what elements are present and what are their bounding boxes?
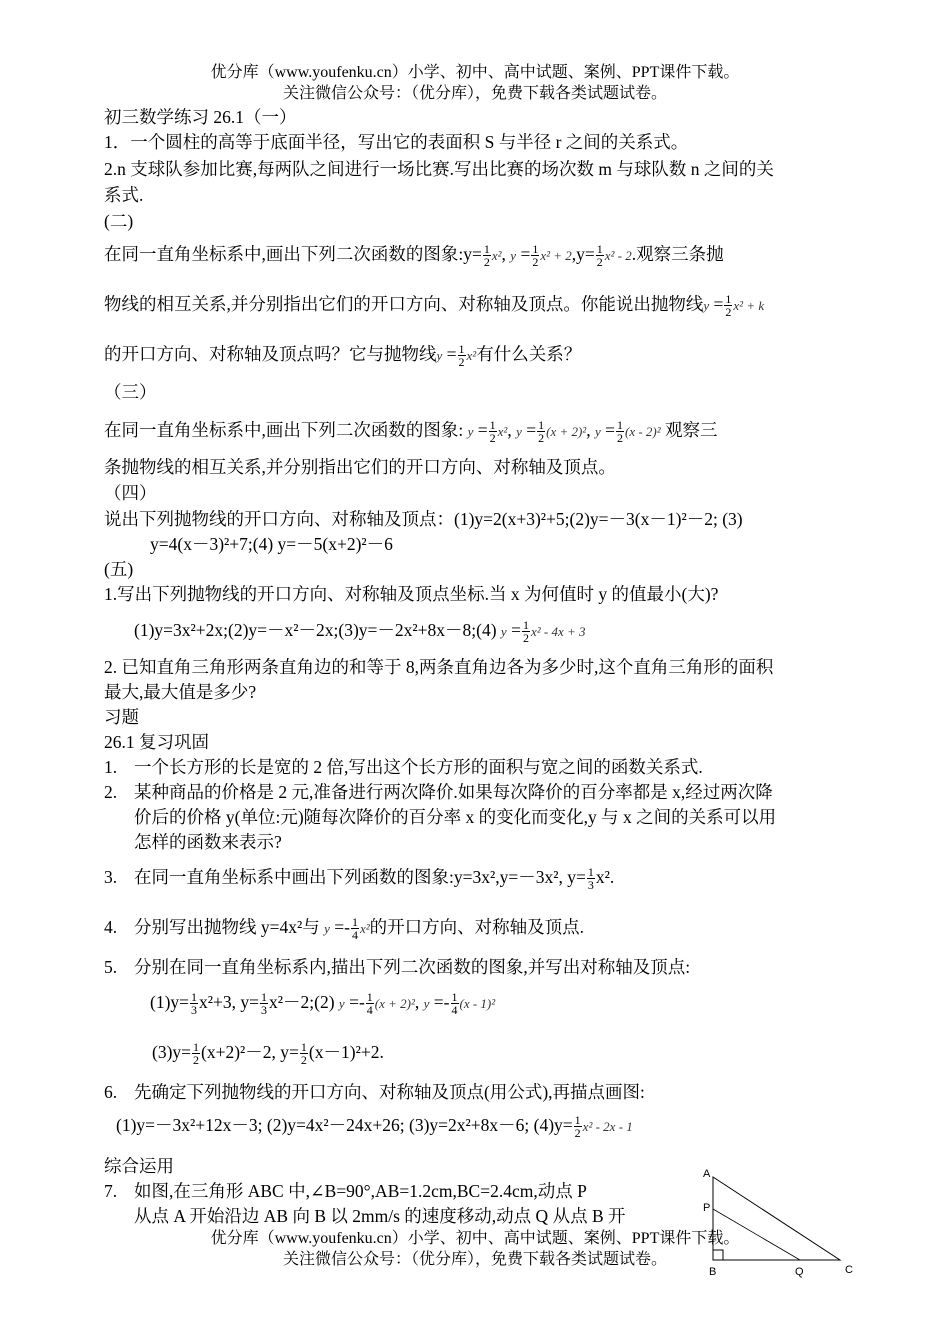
part5-title: (五) (104, 559, 134, 579)
part2-line2: 物线的相互关系,并分别指出它们的开口方向、对称轴及顶点。你能说出抛物线y = $\frac{1}{2}$ x² + k (104, 292, 765, 320)
part5-q1: 1.写出下列抛物线的开口方向、对称轴及顶点坐标.当 x 为何值时 y 的值最小(大)? (104, 584, 719, 604)
exercise-2-line1: 2. 某种商品的价格是 2 元,准备进行两次降价.如果每次降价的百分率都是 x,经过两次降 (104, 782, 773, 802)
exercise-5-row2: (3)y= $\frac{1}{2}$ (x+2)²－2, y= $\frac{1}{2}$ (x－1)²+2. (152, 1040, 384, 1068)
exercise-6-items: (1)y=－3x²+12x－3; (2)y=4x²－24x+26; (3)y=2x²+8x－6; (4)y= $\frac{1}{2}$ x² - 2x - 1 (116, 1113, 633, 1141)
footer-line-2: 关注微信公众号：（优分库），免费下载各类试题试卷。 (282, 1251, 667, 1268)
part2-title: (二) (104, 211, 134, 231)
part3-title: （三） (104, 382, 157, 402)
part5-q2-line2: 最大,最大值是多少? (104, 682, 257, 702)
exercise-5-row1: (1)y= $\frac{1}{3}$ x²+3, y= $\frac{1}{3}$ x²－2;(2) y =- $\frac{1}{4}$ (x + 2)², y =- $\frac{1}{4}$ (x - 1)² (150, 990, 496, 1018)
segment-pq (713, 1209, 800, 1260)
exercise-6: 6. 先确定下列抛物线的开口方向、对称轴及顶点(用公式),再描点画图: (104, 1082, 645, 1102)
part4-title: （四） (104, 483, 157, 503)
header-line-1: 优分库（www.youfenku.cn）小学、初中、高中试题、案例、PPT课件下载。 (210, 64, 740, 81)
exercise-title: 初三数学练习 26.1（一） (104, 107, 297, 127)
exercise-1: 1. 一个长方形的长是宽的 2 倍,写出这个长方形的面积与宽之间的函数关系式. (104, 757, 703, 777)
label-p: P (703, 1202, 711, 1214)
label-q: Q (795, 1266, 804, 1278)
triangle-abc-figure (700, 1165, 860, 1280)
exercise-3: 3. 在同一直角坐标系中画出下列函数的图象:y=3x²,y=－3x², y= $\frac{1}{3}$ x². (104, 865, 615, 893)
exercises-title: 习题 (104, 707, 139, 727)
part5-q1-items: (1)y=3x²+2x;(2)y=－x²－2x;(3)y=－2x²+8x－8;(4) y = $\frac{1}{2}$ x² - 4x + 3 (134, 618, 586, 646)
part4-line2: y=4(x－3)²+7;(4) y=－5(x+2)²－6 (150, 534, 393, 554)
exercises-section: 26.1 复习巩固 (104, 732, 209, 752)
exercise-4: 4. 分别写出抛物线 y=4x²与 y =- $\frac{1}{4}$ x²的开口方向、对称轴及顶点. (104, 915, 585, 943)
part1-q2-line2: 系式. (104, 185, 144, 205)
triangle-outline (713, 1177, 840, 1260)
exercise-7-line1: 7. 如图,在三角形 ABC 中,∠B=90°,AB=1.2cm,BC=2.4cm,动点 P (104, 1181, 587, 1201)
part4-line1: 说出下列抛物线的开口方向、对称轴及顶点：(1)y=2(x+3)²+5;(2)y=－3(x－1)²－2; (3) (104, 509, 743, 529)
part3-line1: 在同一直角坐标系中,画出下列二次函数的图象: y = $\frac{1}{2}$ x², y = $\frac{1}{2}$ (x + 2)², y = $\frac{1}{2}$ (x - 2)² 观察三 (104, 418, 718, 446)
part5-q2-line1: 2. 已知直角三角形两条直角边的和等于 8,两条直角边各为多少时,这个直角三角形的面积 (104, 657, 774, 677)
exercise-7-line2: 从点 A 开始沿边 AB 向 B 以 2mm/s 的速度移动,动点 Q 从点 B 开 (134, 1206, 626, 1226)
part1-q1: 1．一个圆柱的高等于底面半径，写出它的表面积 S 与半径 r 之间的关系式。 (104, 132, 689, 152)
header-line-2: 关注微信公众号：（优分库），免费下载各类试题试卷。 (282, 85, 667, 102)
exercise-2-line3: 怎样的函数来表示? (134, 832, 282, 852)
part1-q2-line1: 2.n 支球队参加比赛,每两队之间进行一场比赛.写出比赛的场次数 m 与球队数 n 之间的关 (104, 159, 774, 179)
exercise-2-line2: 价后的价格 y(单位:元)随每次降价的百分率 x 的变化而变化,y 与 x 之间的关系可以用 (134, 807, 777, 827)
label-c: C (845, 1264, 853, 1276)
part3-line2: 条抛物线的相互关系,并分别指出它们的开口方向、对称轴及顶点。 (104, 457, 616, 477)
right-angle-mark (713, 1250, 723, 1260)
label-a: A (703, 1168, 711, 1180)
footer-line-1: 优分库（www.youfenku.cn）小学、初中、高中试题、案例、PPT课件下载。 (210, 1230, 740, 1247)
exercise-5: 5. 分别在同一直角坐标系内,描出下列二次函数的图象,并写出对称轴及顶点: (104, 957, 691, 977)
comprehensive-title: 综合运用 (104, 1156, 174, 1176)
label-b: B (709, 1266, 717, 1278)
part2-line1: 在同一直角坐标系中,画出下列二次函数的图象:y= $\frac{1}{2}$ x², y = $\frac{1}{2}$ x² + 2,y= $\frac{1}{2}$ x² - 2.观察三条抛 (104, 242, 724, 270)
part2-line3: 的开口方向、对称轴及顶点吗？它与抛物线y = $\frac{1}{2}$ x²有什么关系？ (104, 342, 582, 370)
